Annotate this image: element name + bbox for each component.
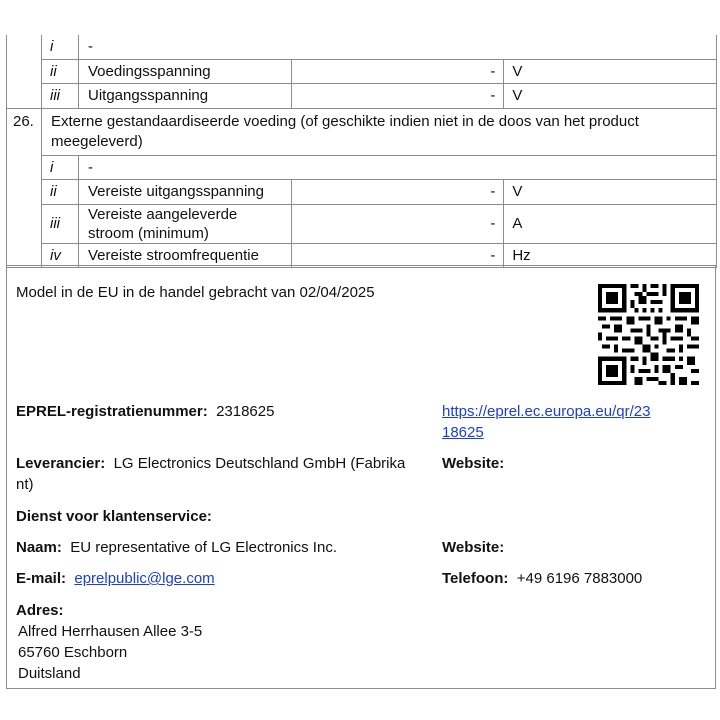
email-row (16, 568, 215, 589)
row-unit: V (504, 180, 717, 205)
row-label-line1: Externe gestandaardiseerde voeding (of geschikte indien niet in de doos van het product (51, 112, 639, 130)
row-value: - (291, 204, 504, 243)
row-index: iii (42, 84, 79, 109)
eprel-link-line2[interactable]: 18625 (442, 424, 484, 441)
row-index: ii (42, 59, 79, 84)
address-line1: Alfred Herrhausen Allee 3-5 (18, 623, 203, 640)
qr-code-icon[interactable] (598, 284, 699, 385)
supplier-row (16, 453, 405, 474)
row-label: Vereiste uitgangsspanning (79, 180, 292, 205)
name-row (16, 537, 337, 558)
row-value: - (291, 59, 504, 84)
table-row (7, 59, 717, 84)
row-index: iii (42, 204, 79, 243)
phone-row (442, 568, 642, 589)
row-number (7, 84, 42, 109)
table-row (7, 155, 717, 180)
table-row (7, 243, 717, 268)
row-index: i (42, 35, 79, 59)
row-index: i (42, 155, 79, 180)
phone-value: +49 6196 7883000 (516, 570, 643, 587)
eprel-link-line1[interactable]: https://eprel.ec.europa.eu/qr/23 (442, 403, 651, 420)
eprel-label: EPREL-registratienummer: (16, 403, 208, 420)
row-label: Voedingsspanning (79, 59, 292, 84)
customer-service-label: Dienst voor klantenservice: (16, 508, 212, 525)
row-number: 26. (7, 108, 42, 155)
name-value: EU representative of LG Electronics Inc. (70, 539, 337, 556)
row-unit: V (504, 84, 717, 109)
row-unit: Hz (504, 243, 717, 268)
row-unit: A (504, 204, 717, 243)
email-link[interactable]: eprelpublic@lge.com (74, 570, 215, 587)
table-row (7, 35, 717, 59)
email-label: E-mail: (16, 570, 67, 587)
model-market-date: Model in de EU in de handel gebracht van 02/04/2025 (16, 284, 375, 301)
row-number (7, 180, 42, 205)
row-label-line2: meegeleverd) (51, 132, 143, 150)
specification-table (6, 35, 717, 268)
row-label: - (79, 35, 717, 59)
table-row (7, 204, 717, 243)
supplier-website-label: Website: (442, 455, 505, 472)
supplier-label: Leverancier: (16, 455, 106, 472)
eprel-row (16, 401, 274, 422)
row-number (7, 35, 42, 59)
address-label: Adres: (16, 602, 64, 619)
supplier-name-line1: LG Electronics Deutschland GmbH (Fabrika (113, 455, 406, 472)
row-index: ii (42, 180, 79, 205)
row-label: Vereiste aangeleverde stroom (minimum) (79, 204, 292, 243)
table-row (7, 108, 717, 155)
address-line2: 65760 Eschborn (18, 644, 128, 661)
row-index: iv (42, 243, 79, 268)
row-value: - (291, 84, 504, 109)
row-value: - (291, 243, 504, 268)
eprel-number: 2318625 (216, 403, 275, 420)
row-label (42, 108, 717, 155)
supplier-name-line2: nt) (16, 476, 34, 493)
service-website-label: Website: (442, 539, 505, 556)
row-number (7, 59, 42, 84)
name-label: Naam: (16, 539, 62, 556)
row-value: - (291, 180, 504, 205)
table-row (7, 180, 717, 205)
row-number (7, 155, 42, 180)
row-number (7, 243, 42, 268)
row-label: - (79, 155, 717, 180)
row-label: Vereiste stroomfrequentie (79, 243, 292, 268)
row-number (7, 204, 42, 243)
address-line3: Duitsland (18, 665, 81, 682)
phone-label: Telefoon: (442, 570, 509, 587)
row-unit: V (504, 59, 717, 84)
table-row (7, 84, 717, 109)
row-label: Uitgangsspanning (79, 84, 292, 109)
